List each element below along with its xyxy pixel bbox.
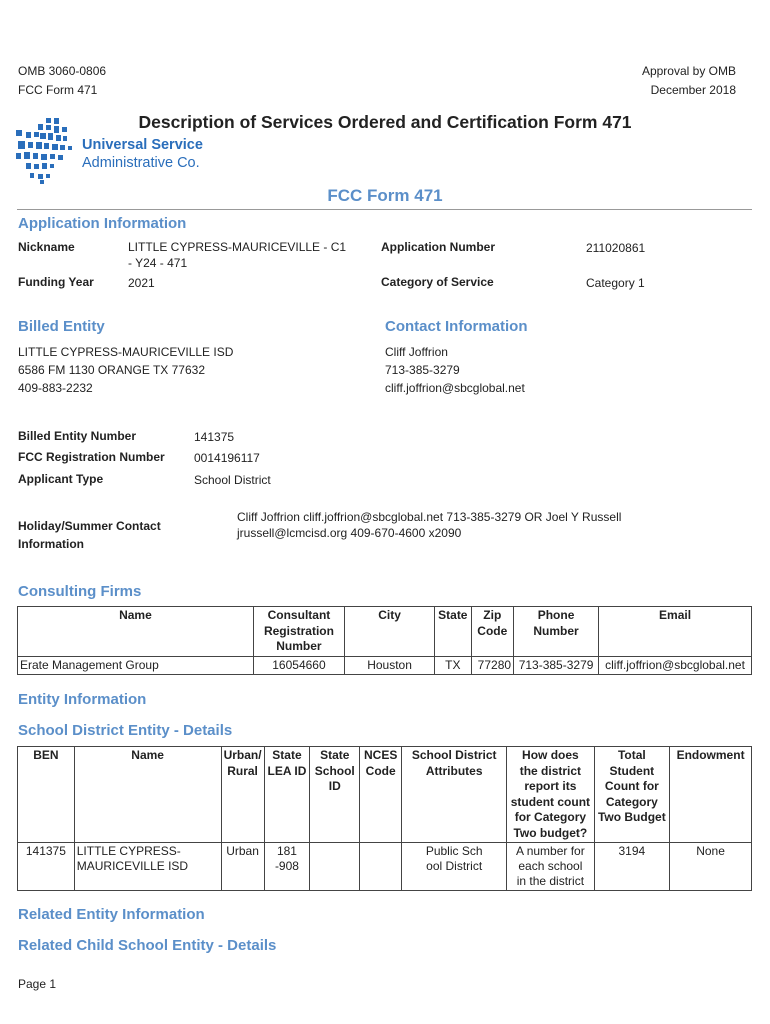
- col-student-count-method: How does the district report its student count for Category Two budget?: [507, 747, 594, 843]
- nickname-value-line1: LITTLE CYPRESS-MAURICEVILLE - C1: [128, 240, 347, 254]
- heading-divider: [17, 209, 752, 210]
- cell-phone: 713-385-3279: [514, 656, 599, 674]
- col-state-school-id: State School ID: [310, 747, 360, 843]
- billed-entity-phone: 409-883-2232: [18, 381, 93, 395]
- cell-name: Erate Management Group: [18, 656, 254, 674]
- ben-value: 141375: [194, 430, 235, 444]
- application-section-title: Application Information: [18, 215, 187, 232]
- ben-label: Billed Entity Number: [18, 429, 137, 443]
- cell-student-count-method: A number for each school in the district: [507, 843, 594, 891]
- category-value: Category 1: [586, 276, 645, 290]
- cell-zip: 77280: [471, 656, 514, 674]
- holiday-contact-label-line2: Information: [18, 537, 84, 551]
- fcc-registration-value: 0014196117: [194, 451, 260, 465]
- col-name: Name: [74, 747, 221, 843]
- page-number: Page 1: [18, 977, 57, 991]
- cell-email: cliff.joffrion@sbcglobal.net: [599, 656, 752, 674]
- funding-year-value: 2021: [128, 276, 155, 290]
- cell-urban-rural: Urban: [221, 843, 264, 891]
- col-total-student-count: Total Student Count for Category Two Budget: [594, 747, 670, 843]
- category-label: Category of Service: [381, 275, 494, 289]
- consulting-firms-table: [17, 606, 752, 675]
- col-state: State: [435, 607, 471, 657]
- cell-nces-code: [360, 843, 402, 891]
- holiday-contact-label-line1: Holiday/Summer Contact: [18, 519, 161, 533]
- col-city: City: [345, 607, 435, 657]
- cell-state-lea-id: 181 -908: [264, 843, 310, 891]
- usac-logo-mark-icon: [16, 118, 78, 184]
- fcc-registration-label: FCC Registration Number: [18, 450, 165, 464]
- holiday-contact-value-line2: jrussell@lcmcisd.org 409-670-4600 x2090: [237, 526, 462, 540]
- table-header-row: [18, 747, 752, 843]
- cell-total-student-count: 3194: [594, 843, 670, 891]
- application-number-value: 211020861: [586, 241, 646, 255]
- col-state-lea-id: State LEA ID: [264, 747, 310, 843]
- contact-phone: 713-385-3279: [385, 363, 460, 377]
- contact-section-title: Contact Information: [385, 318, 528, 335]
- cell-endowment: None: [670, 843, 752, 891]
- col-attributes: School District Attributes: [402, 747, 507, 843]
- nickname-label: Nickname: [18, 240, 75, 254]
- cell-ben: 141375: [18, 843, 75, 891]
- consulting-section-title: Consulting Firms: [18, 583, 142, 600]
- billed-entity-address: 6586 FM 1130 ORANGE TX 77632: [18, 363, 205, 377]
- table-row: [18, 843, 752, 891]
- col-name: Name: [18, 607, 254, 657]
- form-heading: FCC Form 471: [327, 186, 443, 205]
- contact-email: cliff.joffrion@sbcglobal.net: [385, 381, 525, 395]
- applicant-type-value: School District: [194, 473, 271, 487]
- omb-number: OMB 3060-0806: [18, 64, 107, 78]
- col-urban-rural: Urban/ Rural: [221, 747, 264, 843]
- school-district-table: [17, 746, 752, 891]
- applicant-type-label: Applicant Type: [18, 472, 104, 486]
- form-number: FCC Form 471: [18, 83, 98, 97]
- related-child-subsection-title: Related Child School Entity - Details: [18, 937, 277, 954]
- usac-logo: [16, 118, 216, 184]
- contact-name: Cliff Joffrion: [385, 345, 448, 359]
- holiday-contact-value-line1: Cliff Joffrion cliff.joffrion@sbcglobal.net 713-385-3279 OR Joel Y Russell: [237, 510, 622, 524]
- col-ben: BEN: [18, 747, 75, 843]
- billed-entity-section-title: Billed Entity: [18, 318, 105, 335]
- nickname-value-line2: - Y24 - 471: [128, 256, 188, 270]
- related-entity-section-title: Related Entity Information: [18, 906, 205, 923]
- cell-state-school-id: [310, 843, 360, 891]
- col-endowment: Endowment: [670, 747, 752, 843]
- page-title: Description of Services Ordered and Certification Form 471: [138, 112, 632, 132]
- omb-approval-date: December 2018: [650, 83, 736, 97]
- funding-year-label: Funding Year: [18, 275, 94, 289]
- table-header-row: [18, 607, 752, 657]
- cell-attributes: Public Sch ool District: [402, 843, 507, 891]
- cell-city: Houston: [345, 656, 435, 674]
- table-row: [18, 656, 752, 674]
- col-phone: Phone Number: [514, 607, 599, 657]
- application-number-label: Application Number: [381, 240, 496, 254]
- logo-line1: Universal Service: [82, 137, 203, 153]
- col-nces-code: NCES Code: [360, 747, 402, 843]
- col-email: Email: [599, 607, 752, 657]
- entity-section-title: Entity Information: [18, 691, 147, 708]
- col-zip: Zip Code: [471, 607, 514, 657]
- cell-state: TX: [435, 656, 471, 674]
- cell-consultant-registration: 16054660: [253, 656, 344, 674]
- cell-name: LITTLE CYPRESS- MAURICEVILLE ISD: [74, 843, 221, 891]
- billed-entity-name: LITTLE CYPRESS-MAURICEVILLE ISD: [18, 345, 234, 359]
- logo-line2: Administrative Co.: [82, 155, 200, 171]
- col-consultant-registration: Consultant Registration Number: [253, 607, 344, 657]
- omb-approval: Approval by OMB: [641, 64, 736, 78]
- school-district-subsection-title: School District Entity - Details: [18, 722, 233, 739]
